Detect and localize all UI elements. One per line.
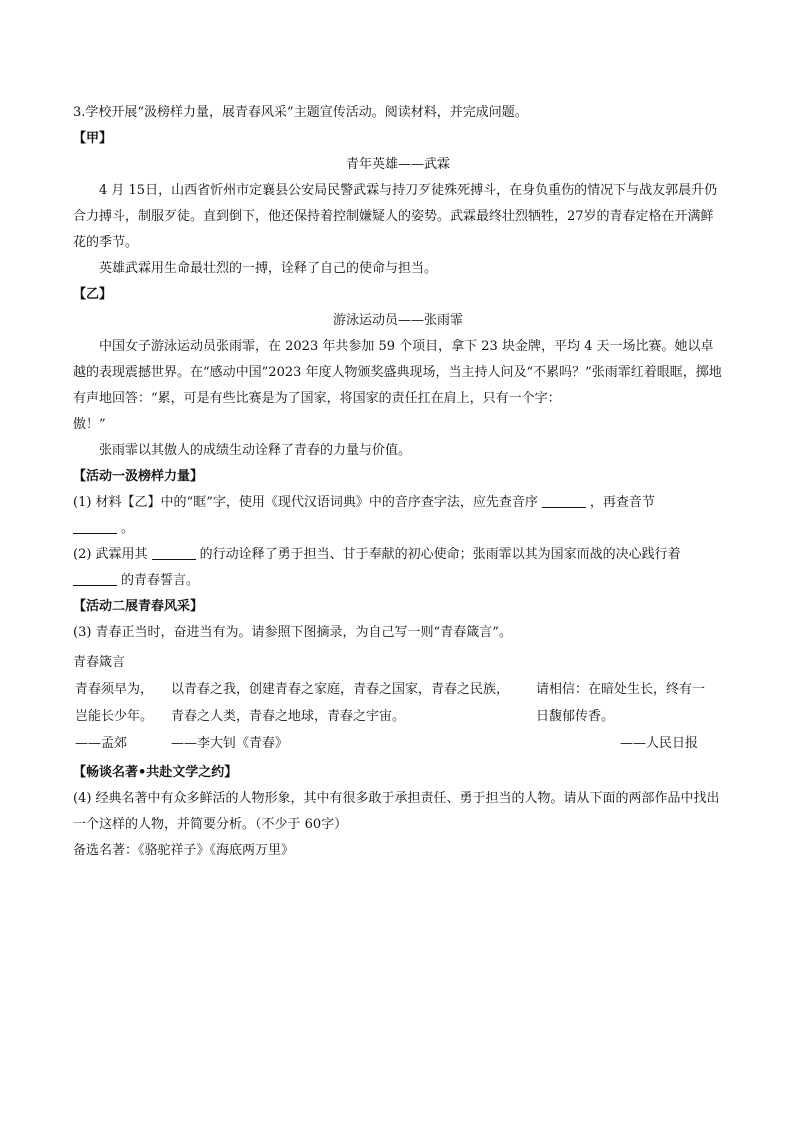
question-2-text-b: 的行动诠释了勇于担当、甘于奉献的初心使命；张雨霏以其为国家而战的决心践行着: [199, 547, 681, 562]
quotes-title: 青春箴言: [73, 655, 126, 670]
question-intro: 3.学校开展“汲榜样力量，展青春风采”主题宣传活动。阅读材料，并完成问题。: [73, 105, 528, 120]
question-page: [73, 100, 723, 864]
material-yi-paragraph-2: 张雨霏以其傲人的成绩生动诠释了青春的力量与价值。: [99, 443, 412, 458]
answer-blank-2[interactable]: [73, 519, 117, 534]
activity-2-label: 【活动二展青春风采】: [73, 599, 204, 614]
activity-1-label: 【活动一汲榜样力量】: [73, 469, 204, 484]
question-2-text-c: 的青春誓言。: [121, 573, 200, 588]
question-1-text-c: 。: [121, 521, 135, 536]
question-1: [73, 490, 723, 542]
material-jia-label: 【甲】: [73, 131, 113, 146]
quote-text: 以青春之我，创建青春之家庭，青春之国家，青春之民族，青春之人类，青春之地球，青春之宇宙。: [171, 682, 510, 724]
quote-source: ——人民日报: [619, 736, 698, 751]
answer-blank-3[interactable]: [152, 545, 196, 560]
books-section-label: 【畅谈名著•共赴文学之约】: [73, 765, 238, 780]
material-jia-paragraph-1: 4 月 15日，山西省忻州市定襄县公安局民警武霖与持刀歹徒殊死搏斗，在身负重伤的情况下与战友郭晨升仍合力搏斗，制服歹徒。直到倒下，他还保持着控制嫌疑人的姿势。武霖最终壮烈牺牲，27岁的青春定格在开满鲜花的季节。: [73, 183, 718, 250]
quote-source: ——李大钊《青春》: [171, 736, 289, 751]
material-yi-title: 游泳运动员——张雨霏: [332, 313, 463, 328]
answer-blank-1[interactable]: [542, 493, 586, 508]
quote-text: 青春须早为，岂能长少年。: [75, 682, 154, 724]
material-jia-paragraph-2: 英雄武霖用生命最壮烈的一搏，诠释了自己的使命与担当。: [99, 261, 438, 276]
question-3: (3) 青春正当时，奋进当有为。请参照下图摘录，为自己写一则“青春箴言”。: [73, 625, 512, 640]
question-1-text-a: (1) 材料【乙】中的“眶”字，使用《现代汉语词典》中的音序查字法，应先查音序: [73, 495, 538, 510]
question-4: (4) 经典名著中有众多鲜活的人物形象，其中有很多敢于承担责任、勇于担当的人物。请从下面的两部作品中找出一个这样的人物，并简要分析。（不少于 60字）: [73, 791, 720, 832]
quote-text: 请相信：在暗处生长，终有一日馥郁传香。: [536, 682, 706, 724]
question-2-text-a: (2) 武霖用其: [73, 547, 148, 562]
question-1-text-b: ，再查音节: [589, 495, 655, 510]
quote-lidazhao: [171, 676, 521, 757]
book-options: 备选名著：《骆驼祥子》《海底两万里》: [73, 843, 295, 858]
quote-peoples-daily: [536, 676, 716, 757]
question-2: [73, 542, 723, 594]
quote-source: ——孟郊: [75, 736, 128, 751]
quotes-box: [73, 676, 723, 754]
material-yi-label: 【乙】: [73, 287, 113, 302]
material-yi-paragraph-1: 中国女子游泳运动员张雨霏，在 2023 年共参加 59 个项目，拿下 23 块金牌，平均 4 天一场比赛。她以卓越的表现震撼世界。在“感动中国”2023 年度人物颁奖盛典现场，当主持人问及“不累吗？”张雨霏红着眼眶，掷地有声地回答：“累，可是有些比赛是为了国家，将国家的责任扛在肩上，只有一个字：: [73, 339, 722, 406]
answer-blank-4[interactable]: [73, 571, 117, 586]
material-yi-paragraph-1-end: 傲！”: [73, 417, 106, 432]
quote-mengjiao: [75, 676, 157, 757]
material-jia-title: 青年英雄——武霖: [345, 157, 450, 172]
